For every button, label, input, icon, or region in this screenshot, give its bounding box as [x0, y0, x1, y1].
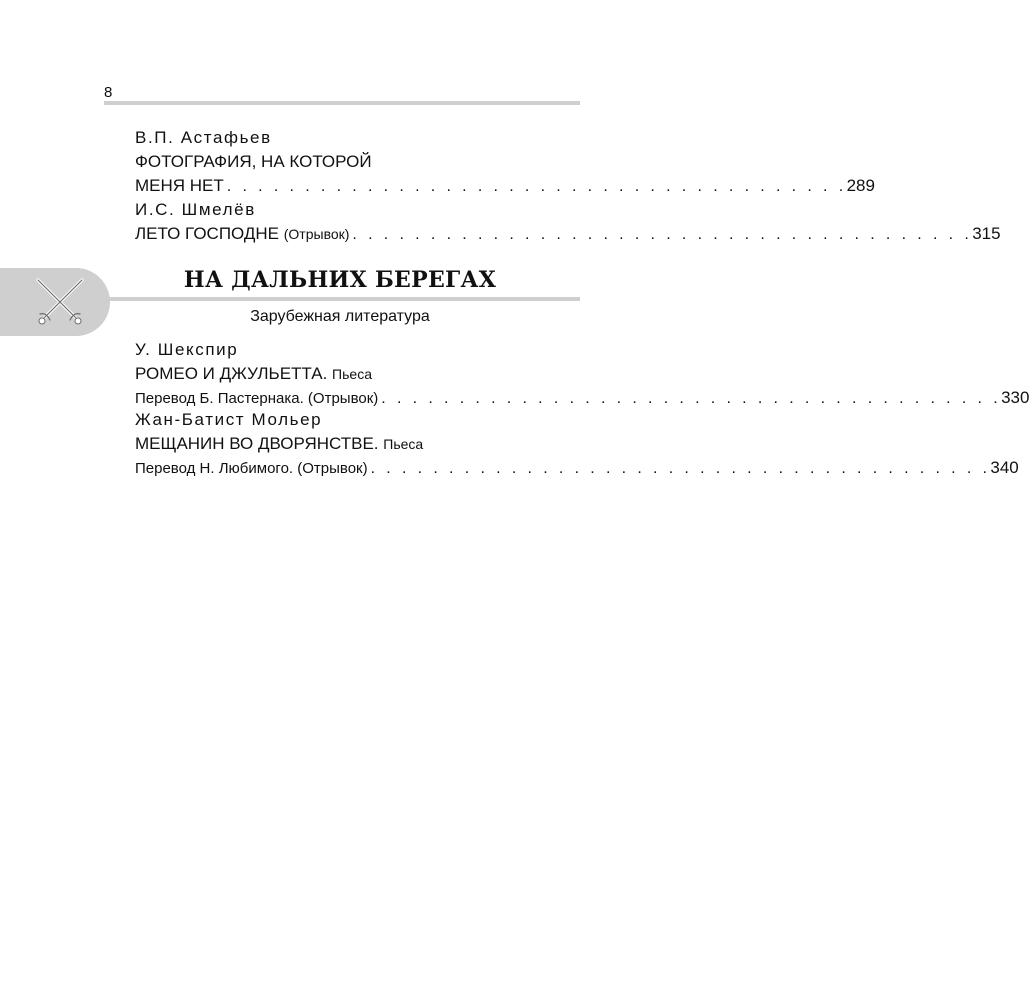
work-title-line: [135, 362, 551, 386]
translation-note: Перевод Н. Любимого. (Отрывок): [135, 460, 368, 477]
toc-line: [135, 174, 875, 199]
author-name: И.С. Шмелёв: [135, 200, 256, 219]
work-title: РОМЕО И ДЖУЛЬЕТТА.: [135, 364, 328, 383]
section-tab: [0, 268, 110, 336]
page-number: 8: [104, 84, 113, 101]
section-rule: [104, 297, 580, 301]
page-ref: 330: [1001, 388, 1029, 407]
leader-dots: . . . . . . . . . . . . . . . . . . . . . . . . . . . . . . . . . . . . . . . .: [226, 178, 847, 195]
toc-entry-moliere: [135, 408, 1019, 481]
top-rule: [104, 101, 580, 105]
work-genre: Пьеса: [383, 436, 424, 452]
author-name: У. Шекспир: [135, 340, 239, 359]
toc-entry-astafyev: [135, 126, 875, 199]
work-title: [135, 222, 349, 246]
work-genre: Пьеса: [332, 366, 372, 382]
page-ref: 315: [972, 224, 1001, 243]
work-title: ФОТОГРАФИЯ, НА КОТОРОЙ: [135, 152, 372, 171]
work-title-continued: МЕНЯ НЕТ: [135, 176, 224, 195]
toc-entry-shakespeare: [135, 338, 1029, 411]
leader-dots: . . . . . . . . . . . . . . . . . . . . . . . . . . . . . . . . . . . . . . . .: [352, 226, 973, 243]
toc-entry-shmelev: [135, 198, 1001, 247]
work-title-text: ЛЕТО ГОСПОДНЕ: [135, 224, 280, 243]
translation-note: Перевод Б. Пастернака. (Отрывок): [135, 390, 379, 407]
leader-dots: . . . . . . . . . . . . . . . . . . . . . . . . . . . . . . . . . . . . . . . .: [381, 390, 1002, 407]
leader-dots: . . . . . . . . . . . . . . . . . . . . . . . . . . . . . . . . . . . . . . . .: [370, 460, 991, 477]
work-title-line: [135, 432, 551, 456]
work-note: (Отрывок): [283, 226, 350, 242]
work-title: МЕЩАНИН ВО ДВОРЯНСТВЕ.: [135, 434, 379, 453]
page-ref: 289: [846, 176, 875, 195]
crossed-swords-icon: [34, 276, 86, 328]
author-name: В.П. Астафьев: [135, 128, 272, 147]
toc-line: [135, 222, 1001, 247]
section-subheading: Зарубежная литература: [250, 308, 430, 325]
author-name: Жан-Батист Мольер: [135, 410, 323, 429]
page-ref: 340: [990, 458, 1019, 477]
section-heading: НА ДАЛЬНИХ БЕРЕГАХ: [183, 267, 497, 293]
toc-line: [135, 456, 1019, 481]
